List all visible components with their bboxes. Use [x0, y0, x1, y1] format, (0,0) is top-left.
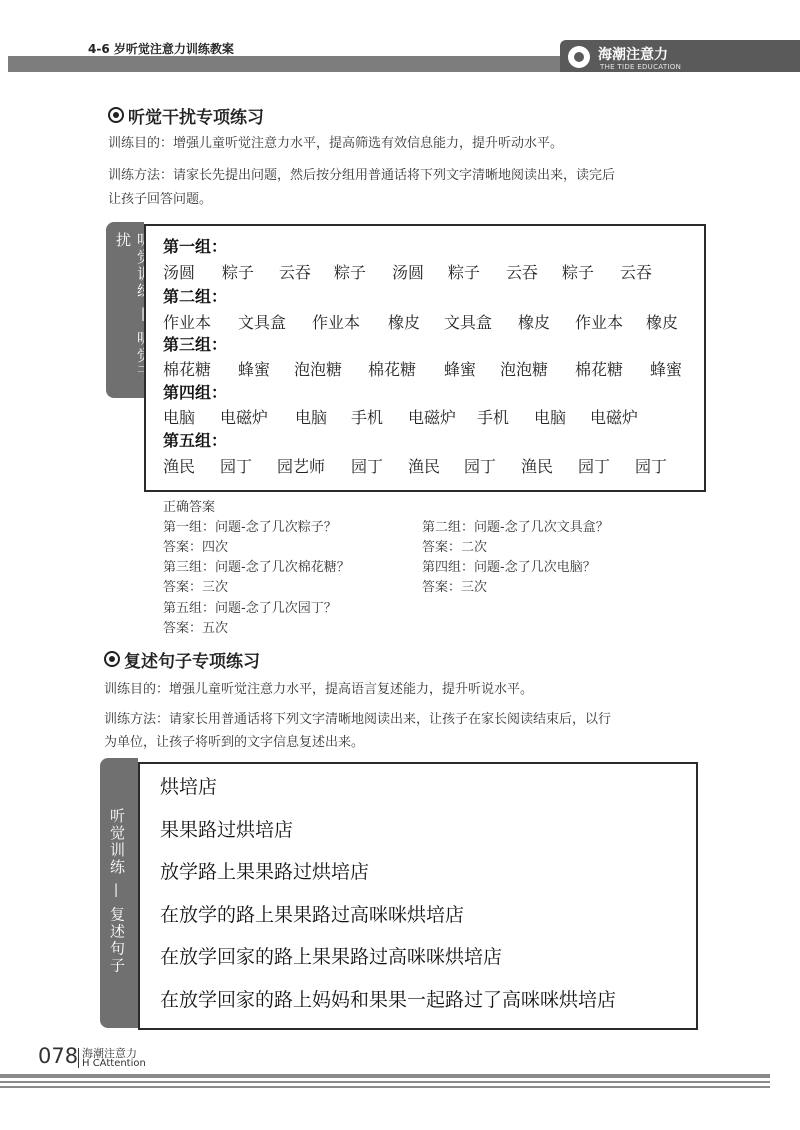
- answer-question: 第一组：问题-念了几次粽子？: [163, 520, 337, 535]
- group-word: 橡皮: [518, 313, 551, 332]
- group-word: 园丁: [578, 457, 611, 476]
- group-word: 电磁炉: [220, 408, 269, 427]
- sentence-line: 烘培店: [160, 776, 218, 798]
- brand-logo-icon-inner: [574, 52, 584, 62]
- group-label: 第一组：: [163, 237, 228, 256]
- group-word: 泡泡糖: [500, 360, 549, 379]
- footer-brand-en: H CAttention: [82, 1058, 146, 1069]
- answer-value: 答案：四次: [163, 540, 229, 555]
- answer-question: 第四组：问题-念了几次电脑？: [422, 560, 596, 575]
- section2-purpose: 训练目的：增强儿童听觉注意力水平，提高语言复述能力，提升听说水平。: [104, 682, 534, 697]
- section-bullet-icon: [104, 651, 120, 667]
- page-number: 078: [38, 1044, 79, 1068]
- section1-method-line1: 训练方法：请家长先提出问题，然后按分组用普通话将下列文字清晰地阅读出来，读完后: [108, 168, 616, 183]
- section1-side-tab: [106, 222, 144, 398]
- group-word: 作业本: [163, 313, 212, 332]
- group-word: 蜂蜜: [650, 360, 683, 379]
- section1-title: 听觉干扰专项练习: [128, 108, 264, 128]
- group-word: 电脑: [163, 408, 196, 427]
- section2-side-label: 听觉训练 — 复述句子: [108, 808, 126, 975]
- group-word: 作业本: [575, 313, 624, 332]
- footer-rule: [0, 1074, 770, 1078]
- group-word: 汤圆: [392, 263, 425, 282]
- group-label: 第四组：: [163, 383, 228, 402]
- group-word: 渔民: [408, 457, 441, 476]
- answer-question: 第五组：问题-念了几次园丁？: [163, 601, 337, 616]
- brand-subtitle: THE TIDE EDUCATION: [600, 63, 682, 71]
- group-word: 橡皮: [388, 313, 421, 332]
- group-word: 云吞: [620, 263, 653, 282]
- group-word: 园丁: [351, 457, 384, 476]
- group-word: 电脑: [534, 408, 567, 427]
- sentence-line: 在放学回家的路上妈妈和果果一起路过了高咪咪烘培店: [160, 989, 617, 1011]
- group-label: 第三组：: [163, 335, 228, 354]
- group-word: 电磁炉: [590, 408, 639, 427]
- group-word: 棉花糖: [163, 360, 212, 379]
- group-word: 粽子: [334, 263, 367, 282]
- group-word: 蜂蜜: [238, 360, 271, 379]
- group-word: 粽子: [562, 263, 595, 282]
- sentence-line: 在放学的路上果果路过高咪咪烘培店: [160, 904, 465, 926]
- footer-divider: [78, 1048, 79, 1068]
- group-label: 第五组：: [163, 431, 228, 450]
- group-word: 手机: [351, 408, 384, 427]
- running-header-title: 4-6 岁听觉注意力训练教案: [88, 42, 234, 56]
- group-word: 园丁: [464, 457, 497, 476]
- section1-side-label: 扰: [114, 232, 132, 249]
- group-word: 棉花糖: [368, 360, 417, 379]
- group-word: 园艺师: [277, 457, 326, 476]
- group-word: 手机: [477, 408, 510, 427]
- group-word: 粽子: [222, 263, 255, 282]
- sentence-line: 放学路上果果路过烘培店: [160, 861, 370, 883]
- section2-method-line2: 为单位，让孩子将听到的文字信息复述出来。: [104, 735, 365, 750]
- group-word: 电脑: [295, 408, 328, 427]
- answers-title: 正确答案: [163, 500, 216, 515]
- answer-value: 答案：三次: [163, 580, 229, 595]
- section2-side-tab: [100, 758, 138, 1028]
- sentence-line: 在放学回家的路上果果路过高咪咪烘培店: [160, 946, 503, 968]
- section-bullet-icon: [108, 107, 124, 123]
- group-word: 棉花糖: [575, 360, 624, 379]
- group-word: 渔民: [521, 457, 554, 476]
- brand-name: 海潮注意力: [598, 47, 668, 63]
- group-word: 作业本: [312, 313, 361, 332]
- footer-rule: [0, 1086, 770, 1088]
- answer-question: 第二组：问题-念了几次文具盒？: [422, 520, 609, 535]
- sentence-line: 果果路过烘培店: [160, 819, 294, 841]
- section1-method-line2: 让孩子回答问题。: [108, 192, 213, 207]
- group-word: 蜂蜜: [444, 360, 477, 379]
- group-word: 汤圆: [163, 263, 196, 282]
- group-word: 文具盒: [444, 313, 493, 332]
- answer-value: 答案：五次: [163, 621, 229, 636]
- section2-title: 复述句子专项练习: [124, 652, 260, 672]
- group-word: 园丁: [220, 457, 253, 476]
- group-word: 泡泡糖: [294, 360, 343, 379]
- group-word: 云吞: [279, 263, 312, 282]
- group-label: 第二组：: [163, 287, 228, 306]
- footer-rule: [0, 1081, 770, 1083]
- section1-purpose: 训练目的：增强儿童听觉注意力水平，提高筛选有效信息能力，提升听动水平。: [108, 136, 564, 151]
- answer-value: 答案：二次: [422, 540, 488, 555]
- group-word: 园丁: [635, 457, 668, 476]
- answer-question: 第三组：问题-念了几次棉花糖？: [163, 560, 350, 575]
- group-word: 橡皮: [646, 313, 679, 332]
- group-word: 文具盒: [238, 313, 287, 332]
- group-word: 电磁炉: [408, 408, 457, 427]
- answer-value: 答案：三次: [422, 580, 488, 595]
- section2-method-line1: 训练方法：请家长用普通话将下列文字清晰地阅读出来，让孩子在家长阅读结束后，以行: [104, 712, 612, 727]
- footer-brand: 海潮注意力: [82, 1047, 137, 1060]
- group-word: 云吞: [506, 263, 539, 282]
- group-word: 渔民: [163, 457, 196, 476]
- group-word: 粽子: [448, 263, 481, 282]
